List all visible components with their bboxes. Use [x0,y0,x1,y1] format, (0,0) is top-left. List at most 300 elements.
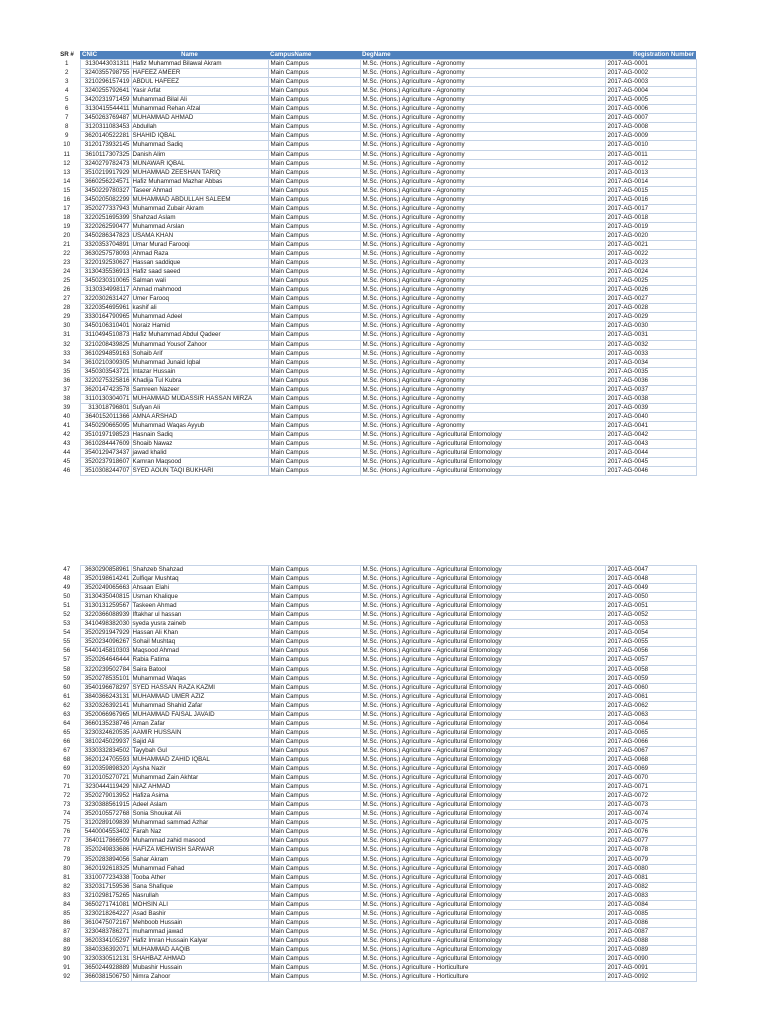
name-cell: Muhammad zahid masood [131,837,268,846]
degree-cell: M.Sc. (Hons.) Agriculture - Agronomy [360,331,605,340]
cnic-cell: 3620334105297 [80,936,131,945]
campus-cell: Main Campus [268,295,360,304]
cnic-cell: 3230330512131 [80,955,131,964]
table-body-page-2 [54,566,696,982]
registration-cell: 2017-AG-0050 [605,593,696,602]
sr-cell: 21 [63,240,71,248]
table-row [54,430,696,439]
sr-cell: 8 [65,123,69,131]
registration-cell: 2017-AG-0014 [605,177,696,186]
campus-cell: Main Campus [268,78,360,87]
name-cell: Muhammad Bilal Ali [131,96,268,105]
sr-cell: 45 [63,458,71,466]
campus-cell: Main Campus [268,204,360,213]
sr-cell: 80 [63,864,71,872]
sr-cell: 32 [63,340,71,348]
page-1 [54,51,696,476]
name-cell: Muhammad Sadiq [131,141,268,150]
registration-cell: 2017-AG-0058 [605,665,696,674]
cnic-cell: 3450290665095 [80,421,131,430]
sr-cell: 6 [65,105,69,113]
registration-cell: 2017-AG-0027 [605,295,696,304]
campus-cell: Main Campus [268,340,360,349]
header-degree: DegName [360,51,605,60]
registration-cell: 2017-AG-0051 [605,602,696,611]
cnic-cell: 3230483786271 [80,927,131,936]
name-cell: muhammad jawad [131,927,268,936]
campus-cell: Main Campus [268,584,360,593]
table-row [54,909,696,918]
campus-cell: Main Campus [268,973,360,982]
campus-cell: Main Campus [268,449,360,458]
cnic-cell: 3320326392141 [80,701,131,710]
campus-cell: Main Campus [268,665,360,674]
cnic-cell: 5440145810303 [80,647,131,656]
table-row [54,69,696,78]
name-cell: Noraiz Hamid [131,322,268,331]
name-cell: Hafiza Asima [131,792,268,801]
header-name: Name [131,51,268,60]
name-cell: Adeel Aslam [131,801,268,810]
table-row [54,259,696,268]
campus-cell: Main Campus [268,195,360,204]
sr-cell: 43 [63,440,71,448]
sr-cell: 85 [63,909,71,917]
name-cell: Umer Farooq [131,295,268,304]
cnic-cell: 3120359898320 [80,765,131,774]
campus-cell: Main Campus [268,268,360,277]
name-cell: MUHAMMAD ABDULLAH SALEEM [131,195,268,204]
degree-cell: M.Sc. (Hons.) Agriculture - Agronomy [360,376,605,385]
name-cell: jawad khalid [131,449,268,458]
campus-cell: Main Campus [268,376,360,385]
registration-cell: 2017-AG-0075 [605,819,696,828]
campus-cell: Main Campus [268,891,360,900]
campus-cell: Main Campus [268,837,360,846]
name-cell: NIAZ AHMAD [131,783,268,792]
cnic-cell: 3230388561915 [80,801,131,810]
registration-cell: 2017-AG-0004 [605,87,696,96]
table-row [54,87,696,96]
name-cell: Aman Zafar [131,719,268,728]
campus-cell: Main Campus [268,421,360,430]
name-cell: Sajid Ali [131,737,268,746]
sr-cell: 52 [63,611,71,619]
registration-cell: 2017-AG-0019 [605,222,696,231]
sr-cell: 28 [63,304,71,312]
cnic-cell: 3240279782473 [80,159,131,168]
campus-cell: Main Campus [268,810,360,819]
name-cell: Mehboob Hussain [131,918,268,927]
registration-cell: 2017-AG-0078 [605,846,696,855]
sr-cell: 73 [63,801,71,809]
registration-cell: 2017-AG-0038 [605,394,696,403]
registration-cell: 2017-AG-0035 [605,367,696,376]
campus-cell: Main Campus [268,728,360,737]
cnic-cell: 3640152011366 [80,412,131,421]
table-row [54,78,696,87]
registration-cell: 2017-AG-0023 [605,259,696,268]
registration-cell: 2017-AG-0059 [605,674,696,683]
degree-cell: M.Sc. (Hons.) Agriculture - Agricultural Entomology [360,575,605,584]
cnic-cell: 3220192530627 [80,259,131,268]
sr-cell: 86 [63,918,71,926]
cnic-cell: 3520279013952 [80,792,131,801]
name-cell: SYED AOUN TAQI BUKHARI [131,467,268,476]
table-row [54,394,696,403]
registration-cell: 2017-AG-0088 [605,936,696,945]
registration-cell: 2017-AG-0020 [605,231,696,240]
registration-cell: 2017-AG-0033 [605,349,696,358]
table-row [54,105,696,114]
name-cell: Nasrullah [131,891,268,900]
table-row [54,647,696,656]
table-row [54,719,696,728]
degree-cell: M.Sc. (Hons.) Agriculture - Agronomy [360,222,605,231]
campus-cell: Main Campus [268,647,360,656]
name-cell: Khadija Tul Kubra [131,376,268,385]
table-row [54,385,696,394]
campus-cell: Main Campus [268,132,360,141]
campus-cell: Main Campus [268,955,360,964]
campus-cell: Main Campus [268,900,360,909]
degree-cell: M.Sc. (Hons.) Agriculture - Agricultural Entomology [360,566,605,575]
degree-cell: M.Sc. (Hons.) Agriculture - Agronomy [360,367,605,376]
table-row [54,873,696,882]
cnic-cell: 3220275325816 [80,376,131,385]
name-cell: MUHAMMAD AHMAD [131,114,268,123]
registration-cell: 2017-AG-0068 [605,755,696,764]
campus-cell: Main Campus [268,783,360,792]
cnic-cell: 3610284447609 [80,440,131,449]
registration-cell: 2017-AG-0062 [605,701,696,710]
campus-cell: Main Campus [268,629,360,638]
name-cell: Muhammad sammad Azhar [131,819,268,828]
degree-cell: M.Sc. (Hons.) Agriculture - Agronomy [360,186,605,195]
degree-cell: M.Sc. (Hons.) Agriculture - Agricultural Entomology [360,873,605,882]
cnic-cell: 3510197198523 [80,430,131,439]
registration-cell: 2017-AG-0060 [605,683,696,692]
registration-cell: 2017-AG-0082 [605,882,696,891]
degree-cell: M.Sc. (Hons.) Agriculture - Agronomy [360,295,605,304]
registration-cell: 2017-AG-0025 [605,277,696,286]
name-cell: Muhammad Zain Akhtar [131,774,268,783]
sr-cell: 66 [63,737,71,745]
degree-cell: M.Sc. (Hons.) Agriculture - Agronomy [360,358,605,367]
table-row [54,268,696,277]
table-row [54,683,696,692]
table-row [54,575,696,584]
campus-cell: Main Campus [268,819,360,828]
name-cell: Tooba Ather [131,873,268,882]
cnic-cell: 3520066967965 [80,710,131,719]
campus-cell: Main Campus [268,403,360,412]
table-row [54,611,696,620]
degree-cell: M.Sc. (Hons.) Agriculture - Agronomy [360,412,605,421]
name-cell: Salman wali [131,277,268,286]
sr-cell: 55 [63,638,71,646]
degree-cell: M.Sc. (Hons.) Agriculture - Agronomy [360,195,605,204]
header-sr: SR # [54,51,80,60]
registration-cell: 2017-AG-0056 [605,647,696,656]
campus-cell: Main Campus [268,909,360,918]
degree-cell: M.Sc. (Hons.) Agriculture - Agronomy [360,204,605,213]
registration-cell: 2017-AG-0092 [605,973,696,982]
registration-cell: 2017-AG-0003 [605,78,696,87]
cnic-cell: 3840366243131 [80,692,131,701]
campus-cell: Main Campus [268,674,360,683]
cnic-cell: 3220262590477 [80,222,131,231]
degree-cell: M.Sc. (Hons.) Agriculture - Agricultural Entomology [360,783,605,792]
registration-cell: 2017-AG-0042 [605,430,696,439]
table-row [54,123,696,132]
cnic-cell: 3130435536913 [80,268,131,277]
registration-cell: 2017-AG-0007 [605,114,696,123]
cnic-cell: 3220354695961 [80,304,131,313]
degree-cell: M.Sc. (Hons.) Agriculture - Agricultural Entomology [360,683,605,692]
name-cell: Sahar Akram [131,855,268,864]
name-cell: Ahmad Raza [131,250,268,259]
cnic-cell: 3240255792641 [80,87,131,96]
cnic-cell: 3210208439825 [80,340,131,349]
sr-cell: 46 [63,467,71,475]
cnic-cell: 3520291947929 [80,629,131,638]
sr-cell: 14 [63,177,71,185]
name-cell: Hasnain Sadiq [131,430,268,439]
cnic-cell: 3210296157419 [80,78,131,87]
degree-cell: M.Sc. (Hons.) Agriculture - Horticulture [360,973,605,982]
degree-cell: M.Sc. (Hons.) Agriculture - Agricultural Entomology [360,837,605,846]
campus-cell: Main Campus [268,828,360,837]
table-row [54,900,696,909]
registration-cell: 2017-AG-0016 [605,195,696,204]
degree-cell: M.Sc. (Hons.) Agriculture - Agricultural Entomology [360,945,605,954]
degree-cell: M.Sc. (Hons.) Agriculture - Agronomy [360,96,605,105]
sr-cell: 64 [63,719,71,727]
name-cell: Zulfiqar Mushtaq [131,575,268,584]
sr-cell: 57 [63,656,71,664]
name-cell: Mubashir Hussain [131,964,268,973]
name-cell: Hafiz Muhammad Bilawal Akram [131,60,268,69]
sr-cell: 25 [63,277,71,285]
sr-cell: 88 [63,936,71,944]
sr-cell: 59 [63,674,71,682]
name-cell: Kamran Maqsood [131,458,268,467]
page-2 [54,565,696,982]
cnic-cell: 3130435040815 [80,593,131,602]
campus-cell: Main Campus [268,719,360,728]
sr-cell: 15 [63,186,71,194]
degree-cell: M.Sc. (Hons.) Agriculture - Agricultural Entomology [360,701,605,710]
registration-cell: 2017-AG-0049 [605,584,696,593]
name-cell: Sonia Shoukat Ali [131,810,268,819]
sr-cell: 30 [63,322,71,330]
degree-cell: M.Sc. (Hons.) Agriculture - Agricultural Entomology [360,936,605,945]
campus-cell: Main Campus [268,385,360,394]
degree-cell: M.Sc. (Hons.) Agriculture - Agronomy [360,114,605,123]
name-cell: Saira Batool [131,665,268,674]
degree-cell: M.Sc. (Hons.) Agriculture - Agricultural Entomology [360,430,605,439]
sr-cell: 13 [63,168,71,176]
name-cell: Muhammad Yousof Zahoor [131,340,268,349]
cnic-cell: 3210298175265 [80,891,131,900]
campus-cell: Main Campus [268,638,360,647]
registration-cell: 2017-AG-0084 [605,900,696,909]
table-row [54,277,696,286]
sr-cell: 7 [65,114,69,122]
registration-cell: 2017-AG-0029 [605,313,696,322]
registration-cell: 2017-AG-0009 [605,132,696,141]
campus-cell: Main Campus [268,87,360,96]
campus-cell: Main Campus [268,656,360,665]
registration-cell: 2017-AG-0074 [605,810,696,819]
degree-cell: M.Sc. (Hons.) Agriculture - Agronomy [360,268,605,277]
degree-cell: M.Sc. (Hons.) Agriculture - Agricultural Entomology [360,855,605,864]
cnic-cell: 3660135238746 [80,719,131,728]
registration-cell: 2017-AG-0022 [605,250,696,259]
degree-cell: M.Sc. (Hons.) Agriculture - Agricultural Entomology [360,918,605,927]
registration-cell: 2017-AG-0048 [605,575,696,584]
name-cell: MUHAMMAD MUDASSIR HASSAN MIRZA [131,394,268,403]
sr-cell: 39 [63,403,71,411]
table-row [54,141,696,150]
table-row [54,792,696,801]
registration-cell: 2017-AG-0041 [605,421,696,430]
table-row [54,955,696,964]
registration-cell: 2017-AG-0012 [605,159,696,168]
name-cell: Muhammad Shahid Zafar [131,701,268,710]
degree-cell: M.Sc. (Hons.) Agriculture - Agricultural Entomology [360,801,605,810]
campus-cell: Main Campus [268,141,360,150]
table-row [54,313,696,322]
degree-cell: M.Sc. (Hons.) Agriculture - Agricultural Entomology [360,891,605,900]
table-row [54,891,696,900]
name-cell: Maqsood Ahmad [131,647,268,656]
cnic-cell: 3420231971459 [80,96,131,105]
campus-cell: Main Campus [268,467,360,476]
name-cell: AMNA ARSHAD [131,412,268,421]
sr-cell: 18 [63,213,71,221]
sr-cell: 42 [63,430,71,438]
table-row [54,358,696,367]
table-row [54,728,696,737]
sr-cell: 10 [63,141,71,149]
table-row [54,701,696,710]
cnic-cell: 3130334998117 [80,286,131,295]
campus-cell: Main Campus [268,964,360,973]
sr-cell: 87 [63,927,71,935]
degree-cell: M.Sc. (Hons.) Agriculture - Agronomy [360,231,605,240]
degree-cell: M.Sc. (Hons.) Agriculture - Agricultural Entomology [360,611,605,620]
name-cell: Muhammad Fahad [131,864,268,873]
campus-cell: Main Campus [268,792,360,801]
name-cell: Shahzad Aslam [131,213,268,222]
name-cell: ABDUL HAFEEZ [131,78,268,87]
cnic-cell: 3450205082299 [80,195,131,204]
sr-cell: 67 [63,746,71,754]
sr-cell: 69 [63,765,71,773]
table-row [54,710,696,719]
campus-cell: Main Campus [268,259,360,268]
sr-cell: 23 [63,259,71,267]
sr-cell: 91 [63,964,71,972]
degree-cell: M.Sc. (Hons.) Agriculture - Agronomy [360,313,605,322]
degree-cell: M.Sc. (Hons.) Agriculture - Agronomy [360,177,605,186]
cnic-cell: 3660381506750 [80,973,131,982]
campus-cell: Main Campus [268,159,360,168]
cnic-cell: 3510308244707 [80,467,131,476]
table-row [54,855,696,864]
sr-cell: 44 [63,449,71,457]
sr-cell: 72 [63,792,71,800]
campus-cell: Main Campus [268,746,360,755]
name-cell: Hassan saddique [131,259,268,268]
header-cnic: CNIC [80,51,131,60]
table-row [54,746,696,755]
registration-cell: 2017-AG-0072 [605,792,696,801]
sr-cell: 41 [63,421,71,429]
table-row [54,458,696,467]
table-row [54,774,696,783]
name-cell: Hassan Ali Khan [131,629,268,638]
degree-cell: M.Sc. (Hons.) Agriculture - Agricultural Entomology [360,882,605,891]
campus-cell: Main Campus [268,60,360,69]
degree-cell: M.Sc. (Hons.) Agriculture - Agricultural Entomology [360,665,605,674]
degree-cell: M.Sc. (Hons.) Agriculture - Agricultural Entomology [360,737,605,746]
registration-cell: 2017-AG-0066 [605,737,696,746]
registration-cell: 2017-AG-0008 [605,123,696,132]
registration-cell: 2017-AG-0052 [605,611,696,620]
campus-cell: Main Campus [268,701,360,710]
cnic-cell: 3520198614241 [80,575,131,584]
name-cell: Ahmad mahmood [131,286,268,295]
name-cell: Muhammad Adeel [131,313,268,322]
name-cell: Shahzeb Shahzad [131,566,268,575]
degree-cell: M.Sc. (Hons.) Agriculture - Agricultural Entomology [360,819,605,828]
sr-cell: 50 [63,593,71,601]
registration-cell: 2017-AG-0061 [605,692,696,701]
cnic-cell: 3310077234338 [80,873,131,882]
campus-cell: Main Campus [268,855,360,864]
degree-cell: M.Sc. (Hons.) Agriculture - Agronomy [360,304,605,313]
degree-cell: M.Sc. (Hons.) Agriculture - Agricultural Entomology [360,765,605,774]
campus-cell: Main Campus [268,873,360,882]
registration-cell: 2017-AG-0057 [605,656,696,665]
registration-cell: 2017-AG-0086 [605,918,696,927]
table-row [54,222,696,231]
name-cell: SHAHID IQBAL [131,132,268,141]
sr-cell: 70 [63,774,71,782]
degree-cell: M.Sc. (Hons.) Agriculture - Agronomy [360,277,605,286]
sr-cell: 49 [63,584,71,592]
table-row [54,213,696,222]
cnic-cell: 3330164790965 [80,313,131,322]
table-row [54,918,696,927]
degree-cell: M.Sc. (Hons.) Agriculture - Agronomy [360,159,605,168]
sr-cell: 35 [63,367,71,375]
registration-cell: 2017-AG-0026 [605,286,696,295]
campus-cell: Main Campus [268,69,360,78]
cnic-cell: 3610117307325 [80,150,131,159]
degree-cell: M.Sc. (Hons.) Agriculture - Agricultural Entomology [360,620,605,629]
registration-cell: 2017-AG-0069 [605,765,696,774]
table-row [54,449,696,458]
campus-cell: Main Campus [268,322,360,331]
table-body-page-1 [54,60,696,476]
campus-cell: Main Campus [268,286,360,295]
cnic-cell: 3660256224571 [80,177,131,186]
sr-cell: 3 [65,78,69,86]
